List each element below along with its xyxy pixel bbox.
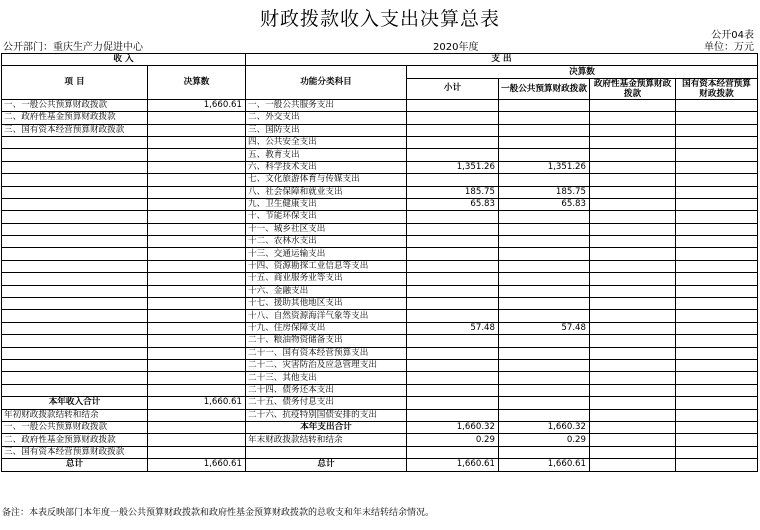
state-capital-header: 国有资本经营预算财政拨款	[676, 78, 758, 99]
general-budget-cell	[499, 347, 590, 359]
state-capital-cell	[676, 397, 758, 409]
expense-item-cell: 十二、农林水支出	[246, 236, 407, 248]
state-capital-cell	[676, 347, 758, 359]
expense-item-cell: 二十六、抗疫特别国债安排的支出	[246, 409, 407, 421]
gov-fund-cell	[590, 136, 676, 148]
income-value-cell	[148, 112, 246, 124]
income-item-cell	[2, 136, 148, 148]
gov-fund-cell	[590, 446, 676, 458]
subtotal-cell	[407, 236, 499, 248]
general-budget-cell: 1,660.32	[499, 421, 590, 433]
expense-item-cell: 二十四、债务还本支出	[246, 384, 407, 396]
income-value-cell	[148, 310, 246, 322]
table-row	[2, 285, 758, 297]
subtotal-cell: 65.83	[407, 198, 499, 210]
state-capital-cell	[676, 322, 758, 334]
table-row	[2, 198, 758, 210]
general-budget-cell	[499, 298, 590, 310]
subtotal-cell: 57.48	[407, 322, 499, 334]
income-value-cell	[148, 211, 246, 223]
table-row	[2, 124, 758, 136]
subtotal-cell	[407, 99, 499, 111]
subtotal-cell	[407, 446, 499, 458]
form-code: 公开04表	[711, 30, 754, 41]
income-section-header: 收 入	[2, 54, 246, 66]
table-row	[2, 335, 758, 347]
table-body	[2, 99, 758, 471]
income-item-header: 项 目	[2, 66, 148, 99]
table-row	[2, 409, 758, 421]
income-value-cell	[148, 136, 246, 148]
budget-summary-table	[1, 53, 758, 472]
state-capital-cell	[676, 446, 758, 458]
state-capital-cell	[676, 223, 758, 235]
state-capital-cell	[676, 149, 758, 161]
subtotal-cell	[407, 298, 499, 310]
income-item-cell	[2, 174, 148, 186]
general-budget-cell	[499, 124, 590, 136]
table-row	[2, 211, 758, 223]
subtotal-cell	[407, 409, 499, 421]
general-budget-cell	[499, 260, 590, 272]
subtotal-cell	[407, 372, 499, 384]
gov-fund-cell	[590, 434, 676, 446]
table-row	[2, 273, 758, 285]
subtotal-cell	[407, 136, 499, 148]
expense-item-cell: 十三、交通运输支出	[246, 248, 407, 260]
general-budget-cell: 65.83	[499, 198, 590, 210]
general-budget-cell	[499, 223, 590, 235]
income-value-cell	[148, 409, 246, 421]
state-capital-cell	[676, 211, 758, 223]
state-capital-cell	[676, 273, 758, 285]
gov-fund-cell	[590, 347, 676, 359]
footnote: 备注：本表反映部门本年度一般公共预算财政拨款和政府性基金预算财政拨款的总收支和年末结转结余情况。	[2, 508, 435, 518]
income-item-cell	[2, 359, 148, 371]
state-capital-cell	[676, 124, 758, 136]
table-row	[2, 434, 758, 446]
income-item-cell	[2, 285, 148, 297]
subtotal-cell: 1,660.61	[407, 459, 499, 471]
state-capital-cell	[676, 298, 758, 310]
table-row	[2, 136, 758, 148]
subtotal-cell	[407, 335, 499, 347]
general-budget-cell: 185.75	[499, 186, 590, 198]
expense-item-cell: 十八、自然资源海洋气象等支出	[246, 310, 407, 322]
subtotal-cell	[407, 248, 499, 260]
table-row	[2, 310, 758, 322]
table-row	[2, 236, 758, 248]
income-value-cell	[148, 223, 246, 235]
table-row	[2, 397, 758, 409]
table-row	[2, 112, 758, 124]
income-value-cell	[148, 322, 246, 334]
general-budget-cell	[499, 285, 590, 297]
table-row	[2, 359, 758, 371]
income-item-cell	[2, 384, 148, 396]
income-value-cell	[148, 174, 246, 186]
income-item-cell	[2, 372, 148, 384]
income-value-cell	[148, 198, 246, 210]
gov-fund-cell	[590, 211, 676, 223]
expense-item-cell: 十一、城乡社区支出	[246, 223, 407, 235]
general-budget-cell	[499, 359, 590, 371]
state-capital-cell	[676, 285, 758, 297]
gov-fund-cell	[590, 409, 676, 421]
table-row	[2, 248, 758, 260]
income-value-cell	[148, 347, 246, 359]
expense-item-cell: 三、国防支出	[246, 124, 407, 136]
expense-item-cell: 十七、援助其他地区支出	[246, 298, 407, 310]
general-budget-cell	[499, 310, 590, 322]
table-row	[2, 149, 758, 161]
income-item-cell	[2, 310, 148, 322]
expense-item-cell: 九、卫生健康支出	[246, 198, 407, 210]
gov-fund-cell	[590, 372, 676, 384]
expense-item-cell	[246, 446, 407, 458]
subtotal-cell	[407, 112, 499, 124]
general-budget-cell	[499, 397, 590, 409]
expense-item-cell: 二十五、债务付息支出	[246, 397, 407, 409]
subtotal-cell	[407, 260, 499, 272]
gov-fund-cell	[590, 322, 676, 334]
general-budget-cell	[499, 99, 590, 111]
state-capital-cell	[676, 236, 758, 248]
gov-fund-cell	[590, 359, 676, 371]
income-item-cell: 本年收入合计	[2, 397, 148, 409]
income-value-cell	[148, 421, 246, 433]
subtotal-cell	[407, 273, 499, 285]
income-item-cell	[2, 161, 148, 173]
state-capital-cell	[676, 248, 758, 260]
income-item-cell	[2, 186, 148, 198]
subtotal-cell	[407, 359, 499, 371]
subtotal-header: 小计	[407, 78, 499, 99]
income-value-cell: 1,660.61	[148, 397, 246, 409]
income-value-cell	[148, 335, 246, 347]
income-item-cell	[2, 347, 148, 359]
expense-item-cell: 本年支出合计	[246, 421, 407, 433]
income-item-cell: 二、政府性基金预算财政拨款	[2, 112, 148, 124]
expense-item-cell: 二、外交支出	[246, 112, 407, 124]
subtotal-cell	[407, 310, 499, 322]
expense-item-cell: 年末财政拨款结转和结余	[246, 434, 407, 446]
table-row	[2, 372, 758, 384]
income-value-cell	[148, 260, 246, 272]
income-value-cell: 1,660.61	[148, 99, 246, 111]
expense-item-cell: 一、一般公共服务支出	[246, 99, 407, 111]
subtotal-cell: 1,660.32	[407, 421, 499, 433]
table-row	[2, 99, 758, 111]
income-item-cell	[2, 149, 148, 161]
state-capital-cell	[676, 161, 758, 173]
state-capital-cell	[676, 174, 758, 186]
income-value-cell	[148, 161, 246, 173]
state-capital-cell	[676, 335, 758, 347]
expense-item-cell: 二十二、灾害防治及应急管理支出	[246, 359, 407, 371]
table-row	[2, 446, 758, 458]
expense-item-cell: 总计	[246, 459, 407, 471]
state-capital-cell	[676, 186, 758, 198]
income-item-cell	[2, 322, 148, 334]
state-capital-cell	[676, 260, 758, 272]
income-item-cell	[2, 198, 148, 210]
state-capital-cell	[676, 310, 758, 322]
final-amount-group-header: 决算数	[407, 66, 758, 78]
state-capital-cell	[676, 359, 758, 371]
state-capital-cell	[676, 198, 758, 210]
income-item-cell: 一、一般公共预算财政拨款	[2, 421, 148, 433]
gov-fund-cell	[590, 335, 676, 347]
income-value-cell	[148, 359, 246, 371]
table-row	[2, 322, 758, 334]
income-value-cell	[148, 298, 246, 310]
income-value-cell	[148, 186, 246, 198]
year-label: 2020年度	[433, 42, 479, 53]
income-item-cell	[2, 260, 148, 272]
expense-item-cell: 十、节能环保支出	[246, 211, 407, 223]
general-budget-cell	[499, 446, 590, 458]
gov-fund-cell	[590, 112, 676, 124]
expense-item-cell: 二十、粮油物资储备支出	[246, 335, 407, 347]
income-value-cell	[148, 149, 246, 161]
income-item-cell	[2, 223, 148, 235]
subtotal-cell: 185.75	[407, 186, 499, 198]
table-row	[2, 161, 758, 173]
general-budget-cell	[499, 174, 590, 186]
table-row	[2, 421, 758, 433]
general-budget-cell	[499, 211, 590, 223]
general-budget-header: 一般公共预算财政拨款	[499, 78, 590, 99]
income-value-cell	[148, 372, 246, 384]
general-budget-cell	[499, 136, 590, 148]
table-row	[2, 384, 758, 396]
income-value-cell	[148, 285, 246, 297]
gov-fund-cell	[590, 149, 676, 161]
state-capital-cell	[676, 434, 758, 446]
table-row	[2, 186, 758, 198]
income-item-cell	[2, 298, 148, 310]
report-title: 财政拨款收入支出决算总表	[259, 8, 500, 30]
gov-fund-cell	[590, 186, 676, 198]
gov-fund-header: 政府性基金预算财政拨款	[590, 78, 676, 99]
income-item-cell: 三、国有资本经营预算财政拨款	[2, 124, 148, 136]
expense-item-cell: 七、文化旅游体育与传媒支出	[246, 174, 407, 186]
gov-fund-cell	[590, 248, 676, 260]
expense-item-cell: 十九、住房保障支出	[246, 322, 407, 334]
general-budget-cell	[499, 409, 590, 421]
gov-fund-cell	[590, 310, 676, 322]
subtotal-cell	[407, 285, 499, 297]
subtotal-cell	[407, 211, 499, 223]
income-value-cell	[148, 446, 246, 458]
income-item-cell: 一、一般公共预算财政拨款	[2, 99, 148, 111]
general-budget-cell	[499, 384, 590, 396]
income-value-cell	[148, 384, 246, 396]
table-row	[2, 347, 758, 359]
gov-fund-cell	[590, 421, 676, 433]
subtotal-cell	[407, 397, 499, 409]
subtotal-cell	[407, 347, 499, 359]
income-item-cell: 总计	[2, 459, 148, 471]
gov-fund-cell	[590, 459, 676, 471]
income-item-cell	[2, 211, 148, 223]
income-value-cell	[148, 248, 246, 260]
state-capital-cell	[676, 112, 758, 124]
expense-item-cell: 四、公共安全支出	[246, 136, 407, 148]
gov-fund-cell	[590, 174, 676, 186]
expense-item-cell: 五、教育支出	[246, 149, 407, 161]
table-row	[2, 260, 758, 272]
general-budget-cell: 1,660.61	[499, 459, 590, 471]
income-value-cell	[148, 124, 246, 136]
subtotal-cell: 0.29	[407, 434, 499, 446]
expense-item-cell: 十六、金融支出	[246, 285, 407, 297]
state-capital-cell	[676, 99, 758, 111]
income-item-cell	[2, 273, 148, 285]
income-value-cell	[148, 236, 246, 248]
gov-fund-cell	[590, 384, 676, 396]
income-item-cell	[2, 248, 148, 260]
gov-fund-cell	[590, 273, 676, 285]
subtotal-cell	[407, 149, 499, 161]
function-class-header: 功能分类科目	[246, 66, 407, 99]
income-item-cell: 二、政府性基金预算财政拨款	[2, 434, 148, 446]
subtotal-cell	[407, 174, 499, 186]
state-capital-cell	[676, 136, 758, 148]
income-value-cell	[148, 273, 246, 285]
income-item-cell: 年初财政拨款结转和结余	[2, 409, 148, 421]
income-item-cell	[2, 236, 148, 248]
gov-fund-cell	[590, 223, 676, 235]
expense-item-cell: 十五、商业服务业等支出	[246, 273, 407, 285]
expense-item-cell: 十四、资源勘探工业信息等支出	[246, 260, 407, 272]
general-budget-cell	[499, 335, 590, 347]
gov-fund-cell	[590, 124, 676, 136]
gov-fund-cell	[590, 198, 676, 210]
general-budget-cell: 1,351.26	[499, 161, 590, 173]
subtotal-cell	[407, 223, 499, 235]
general-budget-cell	[499, 248, 590, 260]
income-value-cell: 1,660.61	[148, 459, 246, 471]
general-budget-cell: 0.29	[499, 434, 590, 446]
table-row	[2, 174, 758, 186]
table-row	[2, 223, 758, 235]
gov-fund-cell	[590, 236, 676, 248]
state-capital-cell	[676, 372, 758, 384]
income-amount-header: 决算数	[148, 66, 246, 99]
report-meta-row	[0, 38, 760, 52]
table-row	[2, 459, 758, 471]
expense-item-cell: 二十一、国有资本经营预算支出	[246, 347, 407, 359]
expense-item-cell: 八、社会保障和就业支出	[246, 186, 407, 198]
general-budget-cell	[499, 236, 590, 248]
state-capital-cell	[676, 409, 758, 421]
state-capital-cell	[676, 421, 758, 433]
table-row	[2, 298, 758, 310]
subtotal-cell: 1,351.26	[407, 161, 499, 173]
gov-fund-cell	[590, 161, 676, 173]
state-capital-cell	[676, 384, 758, 396]
expense-item-cell: 六、科学技术支出	[246, 161, 407, 173]
unit-label: 单位：万元	[704, 42, 754, 53]
gov-fund-cell	[590, 260, 676, 272]
gov-fund-cell	[590, 99, 676, 111]
general-budget-cell	[499, 273, 590, 285]
general-budget-cell	[499, 112, 590, 124]
expense-section-header: 支 出	[246, 54, 758, 66]
income-value-cell	[148, 434, 246, 446]
gov-fund-cell	[590, 298, 676, 310]
income-item-cell	[2, 335, 148, 347]
general-budget-cell	[499, 149, 590, 161]
income-item-cell: 三、国有资本经营预算财政拨款	[2, 446, 148, 458]
department-label: 公开部门：重庆生产力促进中心	[3, 42, 143, 53]
subtotal-cell	[407, 384, 499, 396]
expense-item-cell: 二十三、其他支出	[246, 372, 407, 384]
general-budget-cell	[499, 372, 590, 384]
state-capital-cell	[676, 459, 758, 471]
subtotal-cell	[407, 124, 499, 136]
general-budget-cell: 57.48	[499, 322, 590, 334]
gov-fund-cell	[590, 285, 676, 297]
gov-fund-cell	[590, 397, 676, 409]
